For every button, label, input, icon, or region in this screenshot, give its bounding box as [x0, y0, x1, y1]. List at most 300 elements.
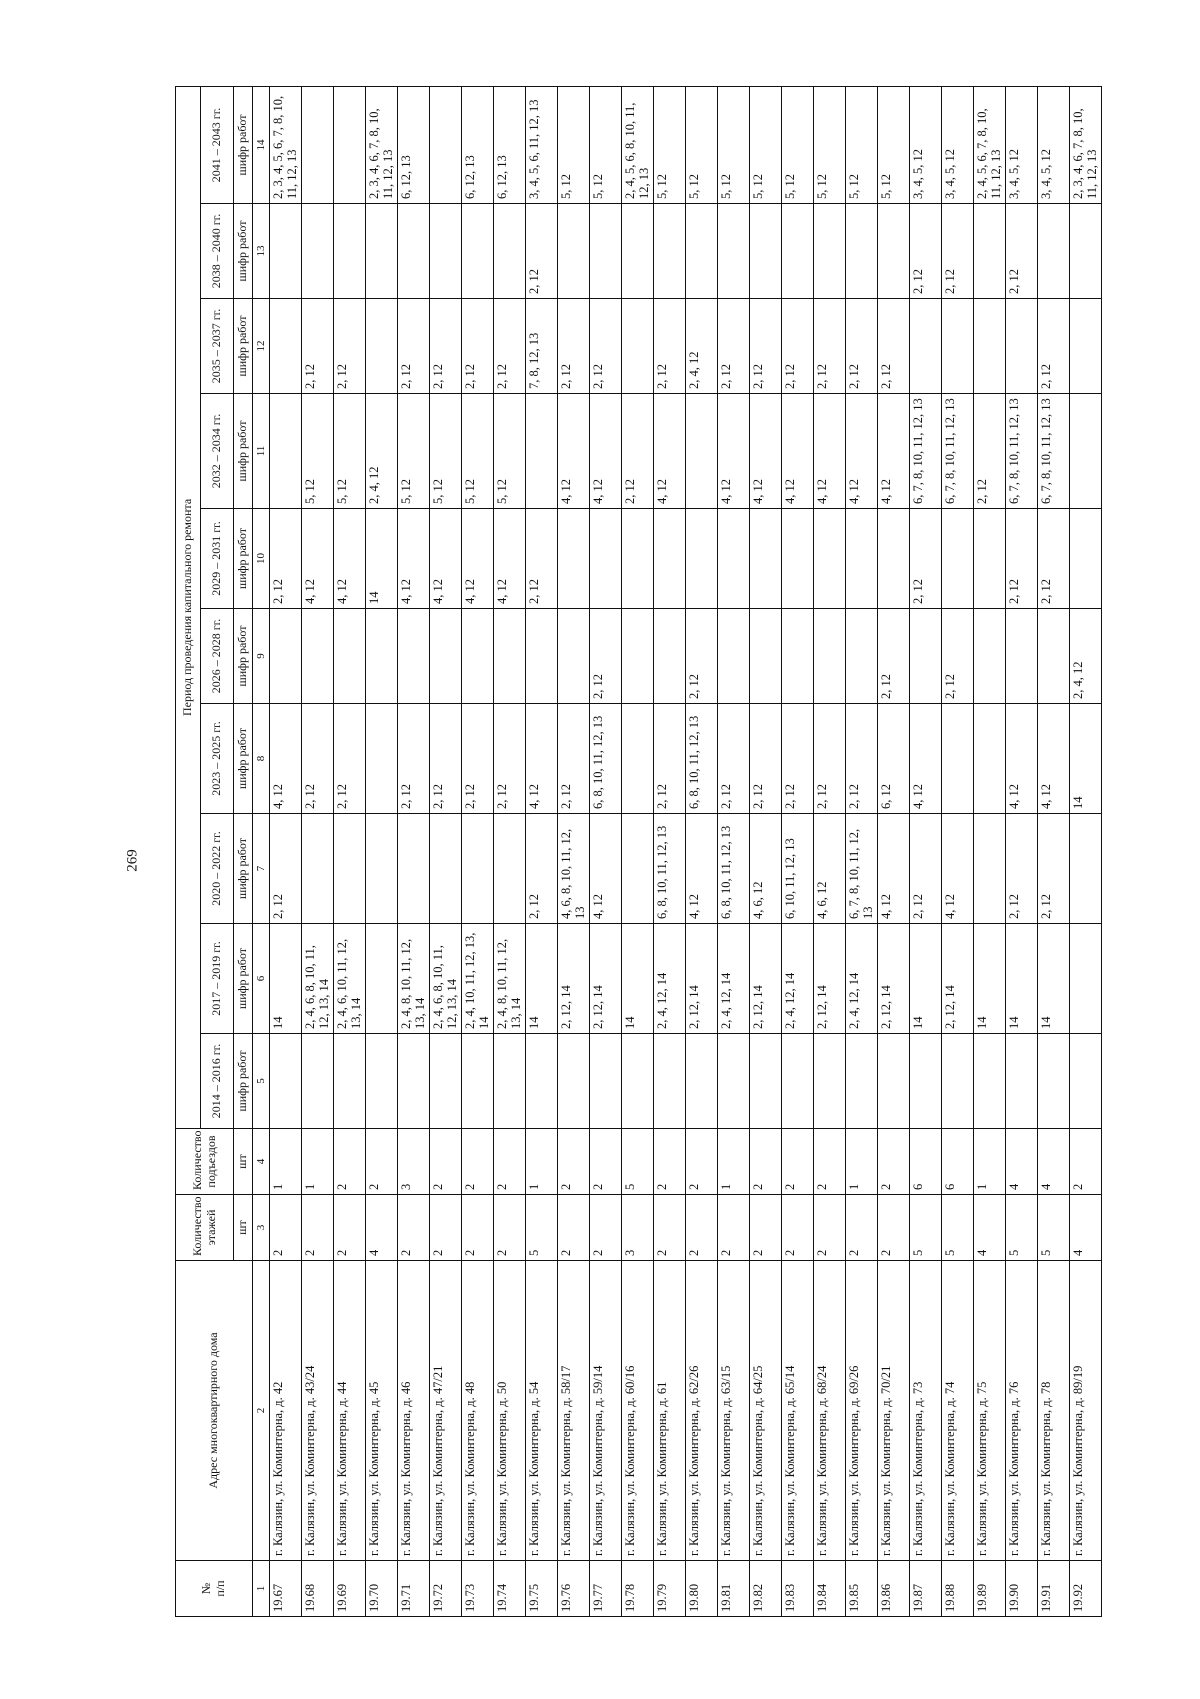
table-row [1006, 86, 1038, 1616]
row-number-cell: 19.85 [846, 1561, 878, 1617]
address-cell: г. Калязин, ул. Коминтерна, д. 46 [398, 1261, 430, 1561]
entrances-cell: 1 [302, 1129, 334, 1195]
work-code-cell: 2, 12 [878, 299, 910, 394]
floors-cell: 2 [814, 1195, 846, 1261]
work-code-cell: 2, 12 [302, 299, 334, 394]
work-code-cell: 4, 12 [590, 394, 622, 509]
header-column-number: 6 [253, 924, 270, 1034]
work-code-cell: 14 [1070, 704, 1102, 814]
floors-cell: 4 [974, 1195, 1006, 1261]
work-code-cell [398, 609, 430, 704]
row-number-cell: 19.72 [430, 1561, 462, 1617]
work-code-cell: 2, 4, 6, 8, 10, 11, 12, 13, 14 [430, 924, 462, 1034]
work-code-cell: 3, 4, 5, 6, 11, 12, 13 [526, 86, 558, 203]
work-code-cell [334, 1034, 366, 1129]
address-cell: г. Калязин, ул. Коминтерна, д. 69/26 [846, 1261, 878, 1561]
work-code-cell: 2, 12, 14 [814, 924, 846, 1034]
entrances-cell: 2 [878, 1129, 910, 1195]
entrances-cell: 1 [846, 1129, 878, 1195]
row-number-cell: 19.76 [558, 1561, 590, 1617]
floors-cell: 2 [494, 1195, 526, 1261]
table-row [590, 86, 622, 1616]
work-code-cell: 2, 12 [590, 609, 622, 704]
work-code-cell [654, 1034, 686, 1129]
work-code-cell [366, 204, 398, 299]
work-code-cell: 2, 12, 14 [878, 924, 910, 1034]
table-row [398, 86, 430, 1616]
header-period-6: 2032 – 2034 гг. [201, 394, 234, 509]
work-code-cell: 2, 12 [302, 704, 334, 814]
address-cell: г. Калязин, ул. Коминтерна, д. 61 [654, 1261, 686, 1561]
row-number-cell: 19.78 [622, 1561, 654, 1617]
floors-cell: 2 [654, 1195, 686, 1261]
work-code-cell: 2, 12 [974, 394, 1006, 509]
work-code-cell: 4, 12 [814, 394, 846, 509]
work-code-cell: 3, 4, 5, 12 [942, 86, 974, 203]
entrances-cell: 2 [654, 1129, 686, 1195]
floors-cell: 2 [558, 1195, 590, 1261]
floors-cell: 4 [366, 1195, 398, 1261]
floors-cell: 5 [526, 1195, 558, 1261]
entrances-cell: 1 [270, 1129, 302, 1195]
work-code-cell: 2, 12 [910, 204, 942, 299]
entrances-cell: 2 [366, 1129, 398, 1195]
address-cell: г. Калязин, ул. Коминтерна, д. 50 [494, 1261, 526, 1561]
floors-cell: 2 [782, 1195, 814, 1261]
work-code-cell [590, 1034, 622, 1129]
table-row [942, 86, 974, 1616]
work-code-cell: 4, 12 [750, 394, 782, 509]
work-code-cell: 4, 12 [782, 394, 814, 509]
work-code-cell: 14 [974, 924, 1006, 1034]
header-period: Период проведения капитального ремонта [176, 86, 201, 1128]
work-code-cell: 4, 12 [910, 704, 942, 814]
floors-cell: 2 [590, 1195, 622, 1261]
work-code-cell: 2, 4, 5, 6, 7, 8, 10, 11, 12, 13 [974, 86, 1006, 203]
row-number-cell: 19.73 [462, 1561, 494, 1617]
work-code-cell: 3, 4, 5, 12 [1006, 86, 1038, 203]
work-code-cell [622, 204, 654, 299]
work-code-cell [942, 509, 974, 609]
header-period-1: 2017 – 2019 гг. [201, 924, 234, 1034]
entrances-cell: 1 [718, 1129, 750, 1195]
work-code-cell [590, 509, 622, 609]
header-code-label: шифр работ [234, 924, 253, 1034]
work-code-cell [1038, 204, 1070, 299]
work-code-cell [366, 299, 398, 394]
work-code-cell [558, 1034, 590, 1129]
work-code-cell [686, 509, 718, 609]
floors-cell: 5 [910, 1195, 942, 1261]
work-code-cell: 2, 4, 12, 14 [654, 924, 686, 1034]
work-code-cell [1070, 204, 1102, 299]
work-code-cell: 2, 4, 8, 10, 11, 12, 13, 14 [494, 924, 526, 1034]
work-code-cell: 5, 12 [686, 86, 718, 203]
address-cell: г. Калязин, ул. Коминтерна, д. 58/17 [558, 1261, 590, 1561]
work-code-cell: 2, 12 [1038, 299, 1070, 394]
header-code-label: шифр работ [234, 609, 253, 704]
header-column-number: 13 [253, 204, 270, 299]
entrances-cell: 6 [910, 1129, 942, 1195]
work-code-cell: 5, 12 [462, 394, 494, 509]
work-code-cell [974, 704, 1006, 814]
floors-cell: 2 [398, 1195, 430, 1261]
work-code-cell [686, 1034, 718, 1129]
header-column-number: 4 [253, 1129, 270, 1195]
address-cell: г. Калязин, ул. Коминтерна, д. 65/14 [782, 1261, 814, 1561]
work-code-cell: 2, 12, 14 [590, 924, 622, 1034]
header-code-label: шифр работ [234, 204, 253, 299]
work-code-cell: 2, 12 [814, 704, 846, 814]
entrances-cell: 1 [526, 1129, 558, 1195]
header-period-3: 2023 – 2025 гг. [201, 704, 234, 814]
row-number-cell: 19.91 [1038, 1561, 1070, 1617]
entrances-cell: 4 [1006, 1129, 1038, 1195]
work-code-cell [814, 509, 846, 609]
work-code-cell [1038, 609, 1070, 704]
entrances-cell: 2 [1070, 1129, 1102, 1195]
work-code-cell: 2, 12 [334, 704, 366, 814]
work-code-cell [878, 1034, 910, 1129]
row-number-cell: 19.88 [942, 1561, 974, 1617]
header-column-number: 8 [253, 704, 270, 814]
address-cell: г. Калязин, ул. Коминтерна, д. 54 [526, 1261, 558, 1561]
work-code-cell: 2, 4, 10, 11, 12, 13, 14 [462, 924, 494, 1034]
work-code-cell [270, 204, 302, 299]
work-code-cell: 2, 3, 4, 6, 7, 8, 10, 11, 12, 13 [1070, 86, 1102, 203]
work-code-cell: 2, 12 [718, 299, 750, 394]
work-code-cell: 2, 12 [654, 704, 686, 814]
work-code-cell [366, 704, 398, 814]
work-code-cell: 2, 4, 12 [1070, 609, 1102, 704]
address-cell: г. Калязин, ул. Коминтерна, д. 74 [942, 1261, 974, 1561]
work-code-cell: 4, 12 [846, 394, 878, 509]
work-code-cell [302, 204, 334, 299]
header-number: № п/п [176, 1561, 253, 1617]
address-cell: г. Калязин, ул. Коминтерна, д. 76 [1006, 1261, 1038, 1561]
entrances-cell: 2 [558, 1129, 590, 1195]
work-code-cell [974, 204, 1006, 299]
work-code-cell [846, 609, 878, 704]
header-entrances: Количество подъездов [176, 1129, 234, 1195]
work-code-cell: 2, 12, 14 [750, 924, 782, 1034]
work-code-cell [974, 1034, 1006, 1129]
work-code-cell [462, 204, 494, 299]
work-code-cell: 2, 12 [430, 704, 462, 814]
work-code-cell [302, 609, 334, 704]
work-code-cell: 2, 12 [526, 509, 558, 609]
work-code-cell [718, 509, 750, 609]
floors-cell: 4 [1070, 1195, 1102, 1261]
work-code-cell [270, 609, 302, 704]
table-row [974, 86, 1006, 1616]
work-code-cell: 5, 12 [398, 394, 430, 509]
work-code-cell [334, 609, 366, 704]
header-column-number: 14 [253, 86, 270, 203]
work-code-cell: 5, 12 [846, 86, 878, 203]
row-number-cell: 19.89 [974, 1561, 1006, 1617]
work-code-cell [366, 1034, 398, 1129]
table-row [558, 86, 590, 1616]
floors-cell: 5 [1006, 1195, 1038, 1261]
work-code-cell [974, 814, 1006, 924]
work-code-cell: 2, 4, 12 [366, 394, 398, 509]
entrances-cell: 2 [590, 1129, 622, 1195]
entrances-cell: 3 [398, 1129, 430, 1195]
work-code-cell [366, 924, 398, 1034]
work-code-cell: 5, 12 [590, 86, 622, 203]
entrances-cell: 2 [494, 1129, 526, 1195]
table-row [494, 86, 526, 1616]
work-code-cell: 2, 12 [558, 299, 590, 394]
work-code-cell [494, 609, 526, 704]
work-code-cell: 2, 12 [590, 299, 622, 394]
work-code-cell: 6, 12 [878, 704, 910, 814]
row-number-cell: 19.74 [494, 1561, 526, 1617]
address-cell: г. Калязин, ул. Коминтерна, д. 45 [366, 1261, 398, 1561]
work-code-cell [334, 814, 366, 924]
row-number-cell: 19.71 [398, 1561, 430, 1617]
work-code-cell [782, 509, 814, 609]
work-code-cell: 2, 12 [782, 704, 814, 814]
work-code-cell: 14 [366, 509, 398, 609]
work-code-cell: 2, 12, 14 [686, 924, 718, 1034]
work-code-cell: 4, 12 [686, 814, 718, 924]
work-code-cell: 14 [622, 924, 654, 1034]
work-code-cell [1006, 299, 1038, 394]
work-code-cell [974, 299, 1006, 394]
header-column-number: 10 [253, 509, 270, 609]
work-code-cell: 6, 12, 13 [494, 86, 526, 203]
header-column-number: 12 [253, 299, 270, 394]
header-period-5: 2029 – 2031 гг. [201, 509, 234, 609]
work-code-cell [494, 814, 526, 924]
work-code-cell: 2, 12 [430, 299, 462, 394]
work-code-cell: 2, 12 [1038, 509, 1070, 609]
work-code-cell [494, 204, 526, 299]
work-code-cell: 2, 12 [1006, 814, 1038, 924]
work-code-cell: 4, 6, 8, 10, 11, 12, 13 [558, 814, 590, 924]
address-cell: г. Калязин, ул. Коминтерна, д. 73 [910, 1261, 942, 1561]
row-number-cell: 19.79 [654, 1561, 686, 1617]
work-code-cell [686, 204, 718, 299]
work-code-cell: 14 [270, 924, 302, 1034]
work-code-cell: 2, 12, 14 [558, 924, 590, 1034]
page-number: 269 [124, 849, 141, 872]
work-code-cell [750, 204, 782, 299]
work-code-cell: 2, 12 [270, 509, 302, 609]
work-code-cell: 5, 12 [782, 86, 814, 203]
header-floors: Количество этажей [176, 1195, 234, 1261]
work-code-cell: 2, 12 [910, 509, 942, 609]
work-code-cell: 5, 12 [718, 86, 750, 203]
work-code-cell: 2, 4, 12, 14 [782, 924, 814, 1034]
work-code-cell: 5, 12 [302, 394, 334, 509]
row-number-cell: 19.77 [590, 1561, 622, 1617]
entrances-cell: 5 [622, 1129, 654, 1195]
entrances-cell: 2 [814, 1129, 846, 1195]
table-row [430, 86, 462, 1616]
work-code-cell [1070, 509, 1102, 609]
work-code-cell [910, 299, 942, 394]
work-code-cell [846, 204, 878, 299]
address-cell: г. Калязин, ул. Коминтерна, д. 78 [1038, 1261, 1070, 1561]
work-code-cell: 6, 12, 13 [398, 86, 430, 203]
work-code-cell: 2, 4, 8, 10, 11, 12, 13, 14 [398, 924, 430, 1034]
address-cell: г. Калязин, ул. Коминтерна, д. 43/24 [302, 1261, 334, 1561]
work-code-cell [974, 509, 1006, 609]
work-code-cell [398, 1034, 430, 1129]
floors-cell: 2 [334, 1195, 366, 1261]
work-code-cell: 2, 12 [270, 814, 302, 924]
work-code-cell: 3, 4, 5, 12 [910, 86, 942, 203]
address-cell: г. Калязин, ул. Коминтерна, д. 59/14 [590, 1261, 622, 1561]
header-period-4: 2026 – 2028 гг. [201, 609, 234, 704]
header-column-number: 3 [253, 1195, 270, 1261]
work-code-cell: 14 [1006, 924, 1038, 1034]
work-code-cell [750, 609, 782, 704]
work-code-cell: 2, 12 [622, 394, 654, 509]
address-cell: г. Калязин, ул. Коминтерна, д. 60/16 [622, 1261, 654, 1561]
work-code-cell [814, 204, 846, 299]
address-cell: г. Калязин, ул. Коминтерна, д. 42 [270, 1261, 302, 1561]
entrances-cell: 2 [430, 1129, 462, 1195]
work-code-cell: 4, 12 [942, 814, 974, 924]
work-code-cell: 4, 6, 12 [750, 814, 782, 924]
header-floors-unit: шт [234, 1195, 253, 1261]
work-code-cell [942, 1034, 974, 1129]
work-code-cell [462, 609, 494, 704]
floors-cell: 5 [942, 1195, 974, 1261]
work-code-cell [1070, 1034, 1102, 1129]
entrances-cell: 2 [334, 1129, 366, 1195]
work-code-cell: 2, 12 [494, 704, 526, 814]
work-code-cell [334, 204, 366, 299]
table-header [176, 86, 270, 1616]
work-code-cell: 2, 4, 12 [686, 299, 718, 394]
work-code-cell: 4, 12 [590, 814, 622, 924]
header-code-label: шифр работ [234, 704, 253, 814]
table-row [334, 86, 366, 1616]
floors-cell: 2 [846, 1195, 878, 1261]
work-code-cell [622, 609, 654, 704]
table-row [270, 86, 302, 1616]
work-code-cell [270, 299, 302, 394]
work-code-cell: 6, 8, 10, 11, 12, 13 [590, 704, 622, 814]
work-code-cell: 5, 12 [654, 86, 686, 203]
work-code-cell: 3, 4, 5, 12 [1038, 86, 1070, 203]
address-cell: г. Калязин, ул. Коминтерна, д. 89/19 [1070, 1261, 1102, 1561]
header-code-label: шифр работ [234, 1034, 253, 1129]
work-code-cell: 2, 12 [334, 299, 366, 394]
work-code-cell [398, 814, 430, 924]
work-code-cell [622, 814, 654, 924]
work-code-cell [302, 86, 334, 203]
table-row [1038, 86, 1070, 1616]
work-code-cell: 4, 12 [526, 704, 558, 814]
address-cell: г. Калязин, ул. Коминтерна, д. 64/25 [750, 1261, 782, 1561]
entrances-cell: 2 [750, 1129, 782, 1195]
work-code-cell [558, 509, 590, 609]
row-number-cell: 19.87 [910, 1561, 942, 1617]
work-code-cell [1006, 609, 1038, 704]
header-code-label: шифр работ [234, 394, 253, 509]
work-code-cell: 2, 12 [814, 299, 846, 394]
work-code-cell [622, 1034, 654, 1129]
work-code-cell [1070, 924, 1102, 1034]
work-code-cell [462, 1034, 494, 1129]
address-cell: г. Калязин, ул. Коминтерна, д. 75 [974, 1261, 1006, 1561]
work-code-cell: 2, 3, 4, 5, 6, 7, 8, 10, 11, 12, 13 [270, 86, 302, 203]
work-code-cell [494, 1034, 526, 1129]
address-cell: г. Калязин, ул. Коминтерна, д. 70/21 [878, 1261, 910, 1561]
work-code-cell: 2, 12 [558, 704, 590, 814]
floors-cell: 2 [686, 1195, 718, 1261]
work-code-cell [814, 609, 846, 704]
table-row [686, 86, 718, 1616]
header-column-number: 2 [253, 1261, 270, 1561]
address-cell: г. Калязин, ул. Коминтерна, д. 62/26 [686, 1261, 718, 1561]
work-code-cell [430, 1034, 462, 1129]
work-code-cell [366, 814, 398, 924]
floors-cell: 2 [302, 1195, 334, 1261]
table-row [526, 86, 558, 1616]
work-code-cell [430, 814, 462, 924]
work-code-cell: 6, 12, 13 [462, 86, 494, 203]
row-number-cell: 19.86 [878, 1561, 910, 1617]
work-code-cell [526, 1034, 558, 1129]
row-number-cell: 19.67 [270, 1561, 302, 1617]
row-number-cell: 19.75 [526, 1561, 558, 1617]
work-code-cell: 5, 12 [558, 86, 590, 203]
work-code-cell [846, 509, 878, 609]
header-code-label: шифр работ [234, 86, 253, 203]
table-row [846, 86, 878, 1616]
address-cell: г. Калязин, ул. Коминтерна, д. 63/15 [718, 1261, 750, 1561]
work-code-cell: 2, 12 [1006, 204, 1038, 299]
work-code-cell [430, 204, 462, 299]
work-code-cell [1070, 299, 1102, 394]
work-code-cell [750, 1034, 782, 1129]
work-code-cell: 6, 7, 8, 10, 11, 12, 13 [910, 394, 942, 509]
work-code-cell [366, 609, 398, 704]
header-period-7: 2035 – 2037 гг. [201, 299, 234, 394]
row-number-cell: 19.81 [718, 1561, 750, 1617]
row-number-cell: 19.69 [334, 1561, 366, 1617]
work-code-cell: 6, 8, 10, 11, 12, 13 [654, 814, 686, 924]
work-code-cell [718, 1034, 750, 1129]
address-cell: г. Калязин, ул. Коминтерна, д. 68/24 [814, 1261, 846, 1561]
work-code-cell: 4, 12 [270, 704, 302, 814]
work-code-cell [1038, 1034, 1070, 1129]
work-code-cell: 4, 12 [878, 814, 910, 924]
header-period-0: 2014 – 2016 гг. [201, 1034, 234, 1129]
work-code-cell: 5, 12 [430, 394, 462, 509]
header-code-label: шифр работ [234, 299, 253, 394]
work-code-cell: 6, 7, 8, 10, 11, 12, 13 [1006, 394, 1038, 509]
work-code-cell: 6, 8, 10, 11, 12, 13 [686, 704, 718, 814]
table-row [654, 86, 686, 1616]
row-number-cell: 19.92 [1070, 1561, 1102, 1617]
work-code-cell: 2, 12 [526, 814, 558, 924]
header-column-number: 9 [253, 609, 270, 704]
work-code-cell: 2, 12 [750, 704, 782, 814]
floors-cell: 2 [878, 1195, 910, 1261]
work-code-cell [302, 814, 334, 924]
work-code-cell: 2, 12 [846, 299, 878, 394]
work-code-cell [334, 86, 366, 203]
work-code-cell [782, 1034, 814, 1129]
